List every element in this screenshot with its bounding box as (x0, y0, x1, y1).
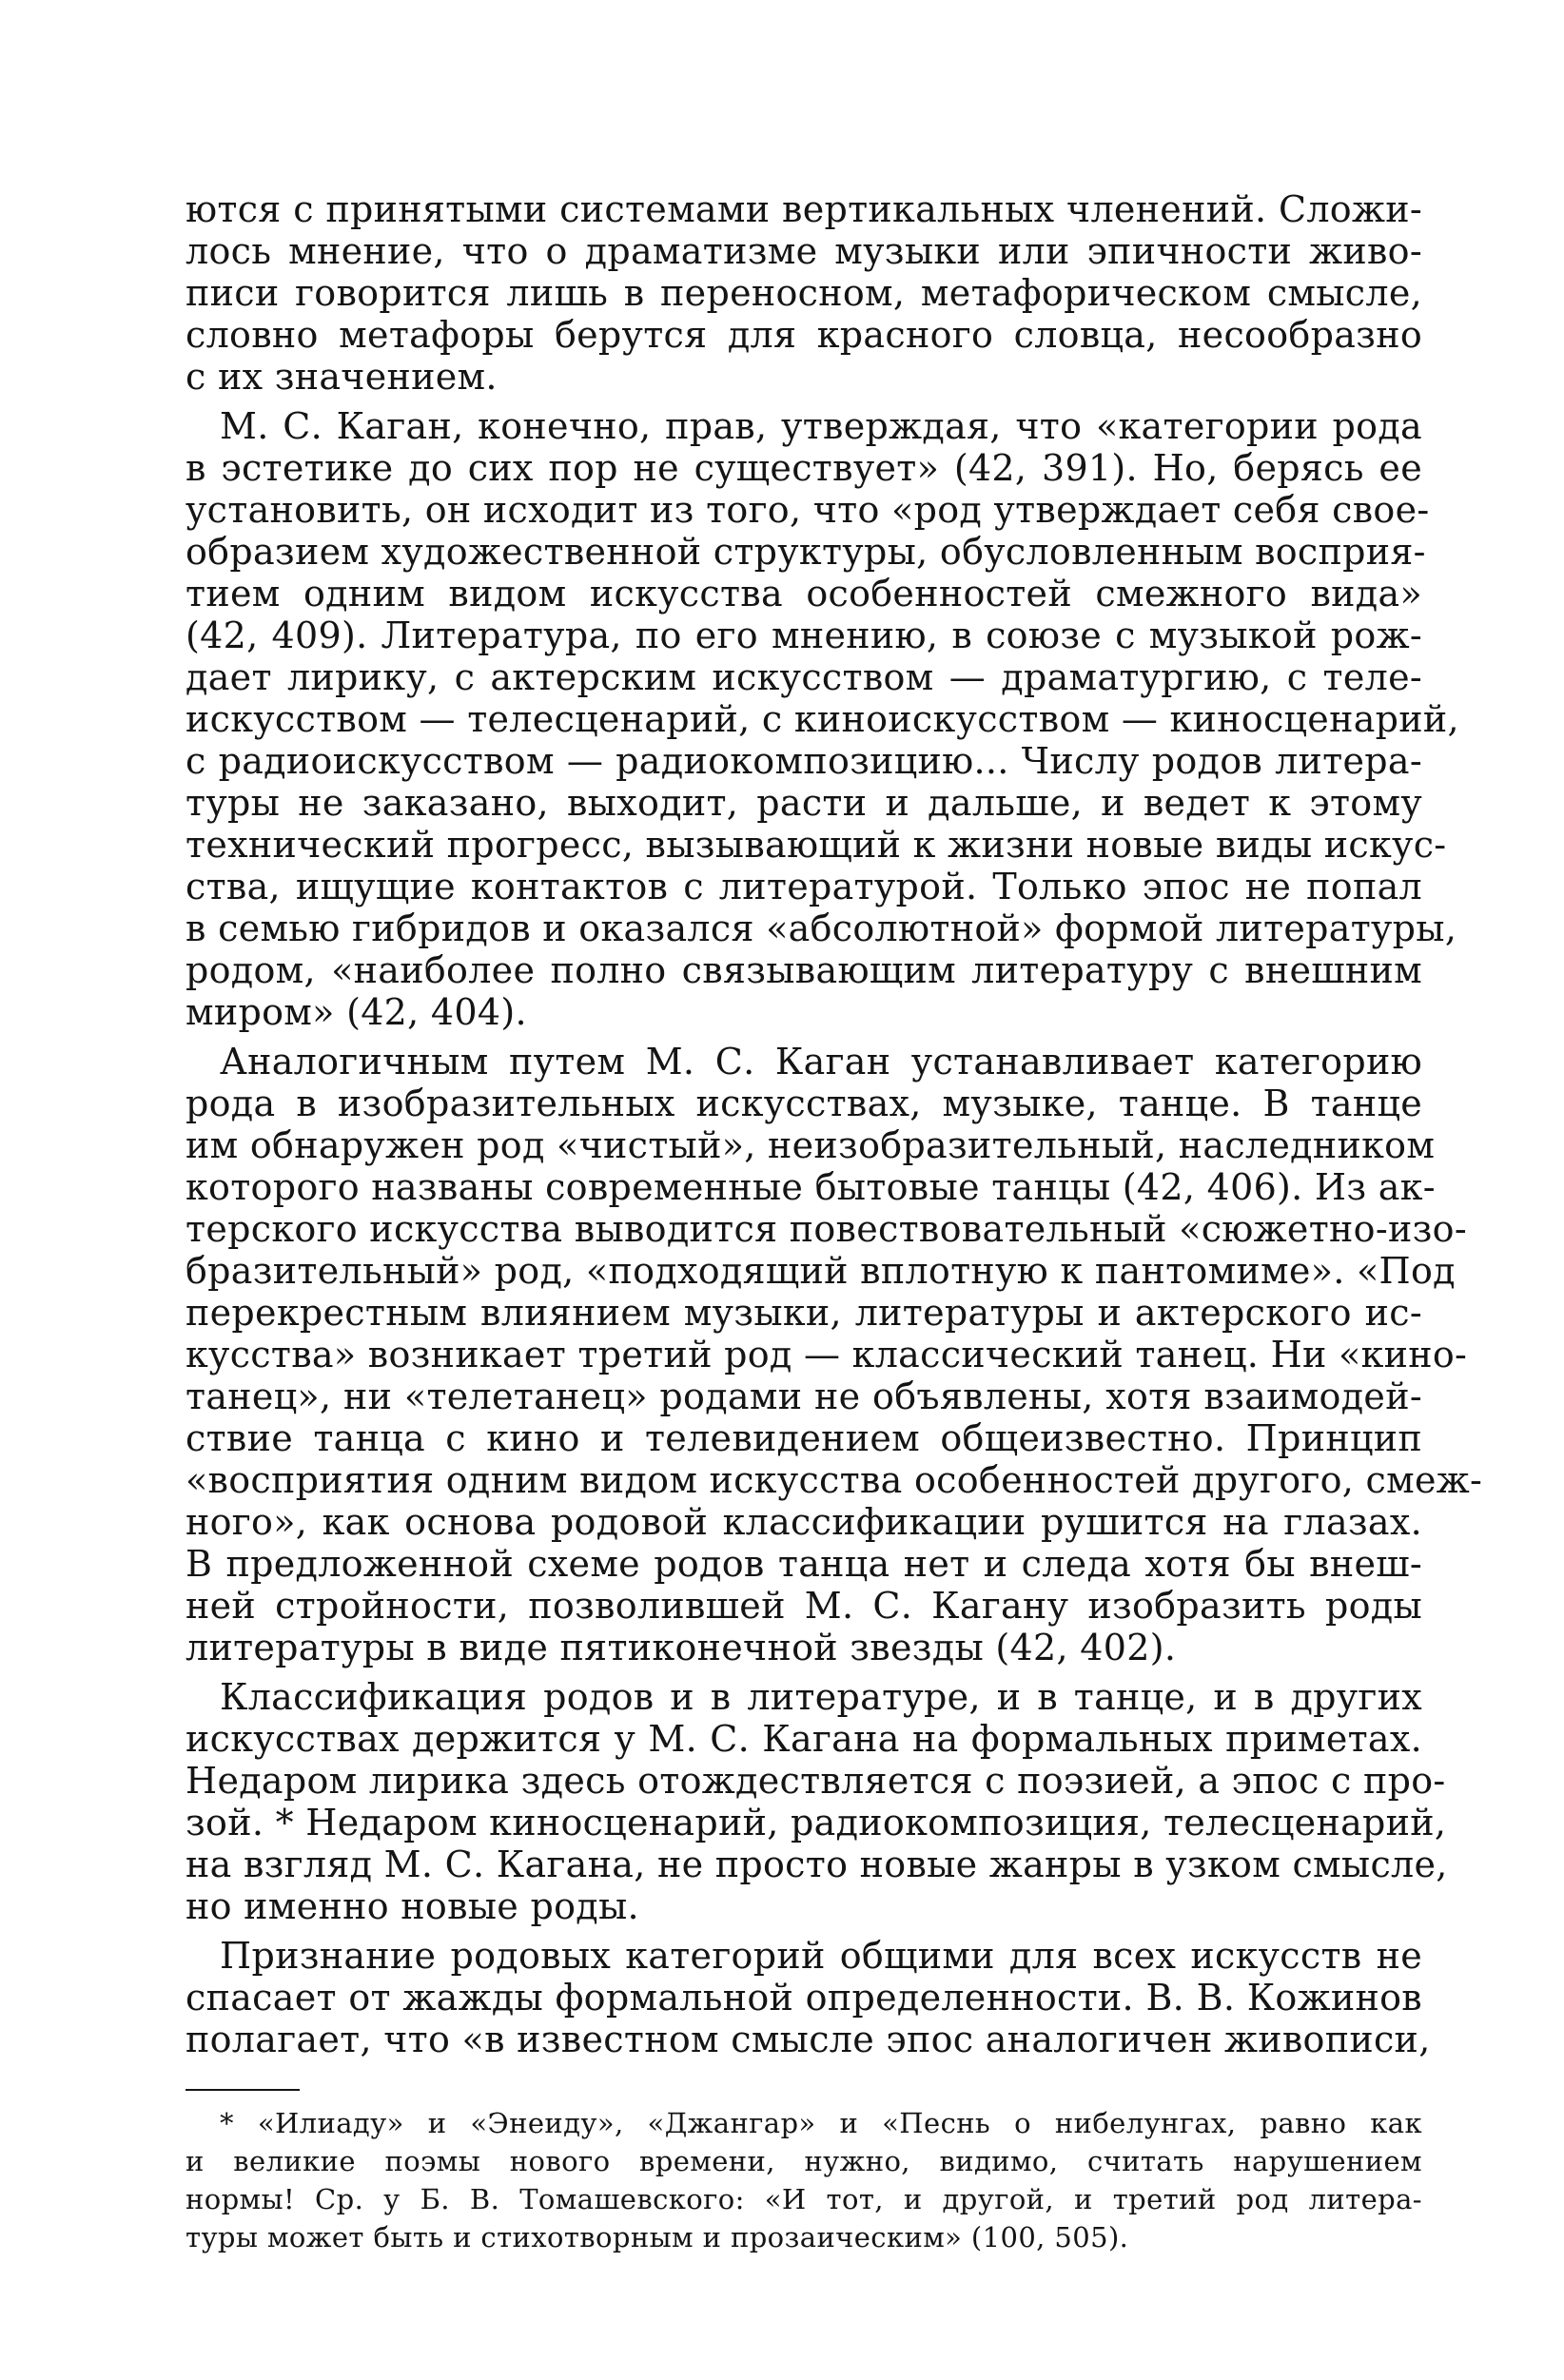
text-line: танец», ни «телетанец» родами не объявлены, хотя взаимодей- (186, 1375, 1422, 1417)
footnote-line: нормы! Ср. у Б. В. Томашевского: «И тот, и другой, и третий род литера- (186, 2183, 1422, 2215)
text-line: ства, ищущие контактов с литературой. Только эпос не попал (186, 866, 1422, 907)
text-line: литературы в виде пятиконечной звезды (42, 402). (186, 1627, 1177, 1668)
text-line: искусствах держится у М. С. Кагана на формальных приметах. (186, 1718, 1422, 1760)
text-line: кусства» возникает третий род — классический танец. Ни «кино- (186, 1334, 1468, 1375)
text-line: рода в изобразительных искусствах, музыке, танце. В танце (186, 1083, 1422, 1124)
text-line: Классификация родов и в литературе, и в танце, и в других (220, 1676, 1422, 1718)
book-page (186, 188, 1483, 2256)
paragraph-2 (186, 405, 1459, 1033)
text-line: дает лирику, с актерским искусством — драматургию, с теле- (186, 656, 1422, 698)
footnote-line: и великие поэмы нового времени, нужно, видимо, считать нарушением (186, 2145, 1422, 2177)
text-line: туры не заказано, выходит, расти и дальше, и ведет к этому (186, 782, 1422, 824)
paragraph-3 (186, 1041, 1483, 1668)
text-line: В предложенной схеме родов танца нет и следа хотя бы внеш- (186, 1543, 1422, 1585)
text-line: ного», как основа родовой классификации рушится на глазах. (186, 1501, 1422, 1543)
footnote-divider (186, 2089, 300, 2091)
text-line: бразительный» род, «подходящий вплотную к пантомиме». «Под (186, 1250, 1456, 1292)
text-line: терского искусства выводится повествовательный «сюжетно-изо- (186, 1208, 1467, 1250)
footnote-line: туры может быть и стихотворным и прозаическим» (100, 505). (186, 2221, 1129, 2253)
text-line: с их значением. (186, 356, 498, 398)
text-line: спасает от жажды формальной определенности. В. В. Кожинов (186, 1977, 1422, 2019)
paragraph-1 (186, 188, 1422, 398)
text-line: ней стройности, позволившей М. С. Кагану изобразить роды (186, 1585, 1422, 1627)
text-line: образием художественной структуры, обусловленным восприя- (186, 531, 1426, 573)
text-line: им обнаружен род «чистый», неизобразительный, наследником (186, 1124, 1436, 1166)
text-line: в семью гибридов и оказался «абсолютной» формой литературы, (186, 907, 1457, 949)
text-line: «восприятия одним видом искусства особенностей другого, смеж- (186, 1459, 1483, 1501)
text-line: но именно новые роды. (186, 1885, 639, 1927)
text-line: полагает, что «в известном смысле эпос аналогичен живописи, (186, 2019, 1431, 2060)
text-line: искусством — телесценарий, с киноискусством — киносценарий, (186, 698, 1459, 740)
text-line: тием одним видом искусства особенностей смежного вида» (186, 573, 1422, 615)
footnote (186, 2104, 1422, 2256)
text-line: с радиоискусством — радиокомпозицию... Числу родов литера- (186, 740, 1422, 782)
footnote-line: * «Илиаду» и «Энеиду», «Джангар» и «Песнь о нибелунгах, равно как (220, 2107, 1422, 2139)
text-line: Недаром лирика здесь отождествляется с поэзией, а эпос с про- (186, 1760, 1446, 1802)
text-line: ствие танца с кино и телевидением общеизвестно. Принцип (186, 1417, 1422, 1459)
text-line: писи говорится лишь в переносном, метафорическом смысле, (186, 272, 1422, 314)
paragraph-5 (186, 1935, 1431, 2060)
text-line: родом, «наиболее полно связывающим литературу с внешним (186, 949, 1422, 991)
text-line: лось мнение, что о драматизме музыки или эпичности живо- (186, 230, 1422, 272)
text-line: зой. * Недаром киносценарий, радиокомпозиция, телесценарий, (186, 1802, 1447, 1844)
text-line: технический прогресс, вызывающий к жизни новые виды искус- (186, 824, 1447, 866)
text-line: М. С. Каган, конечно, прав, утверждая, что «категории рода (220, 405, 1422, 447)
text-line: миром» (42, 404). (186, 991, 527, 1033)
text-line: ются с принятыми системами вертикальных членений. Сложи- (186, 188, 1422, 230)
text-line: на взгляд М. С. Кагана, не просто новые жанры в узком смысле, (186, 1844, 1448, 1885)
text-line: которого названы современные бытовые танцы (42, 406). Из ак- (186, 1166, 1436, 1208)
text-line: установить, он исходит из того, что «род утверждает себя свое- (186, 489, 1430, 531)
paragraph-4 (186, 1676, 1448, 1927)
text-line: в эстетике до сих пор не существует» (42, 391). Но, берясь ее (186, 447, 1422, 489)
text-line: (42, 409). Литература, по его мнению, в союзе с музыкой рож- (186, 615, 1422, 656)
text-line: словно метафоры берутся для красного словца, несообразно (186, 314, 1422, 356)
text-line: Аналогичным путем М. С. Каган устанавливает категорию (220, 1041, 1422, 1083)
text-line: Признание родовых категорий общими для всех искусств не (220, 1935, 1422, 1977)
text-line: перекрестным влиянием музыки, литературы и актерского ис- (186, 1292, 1422, 1334)
